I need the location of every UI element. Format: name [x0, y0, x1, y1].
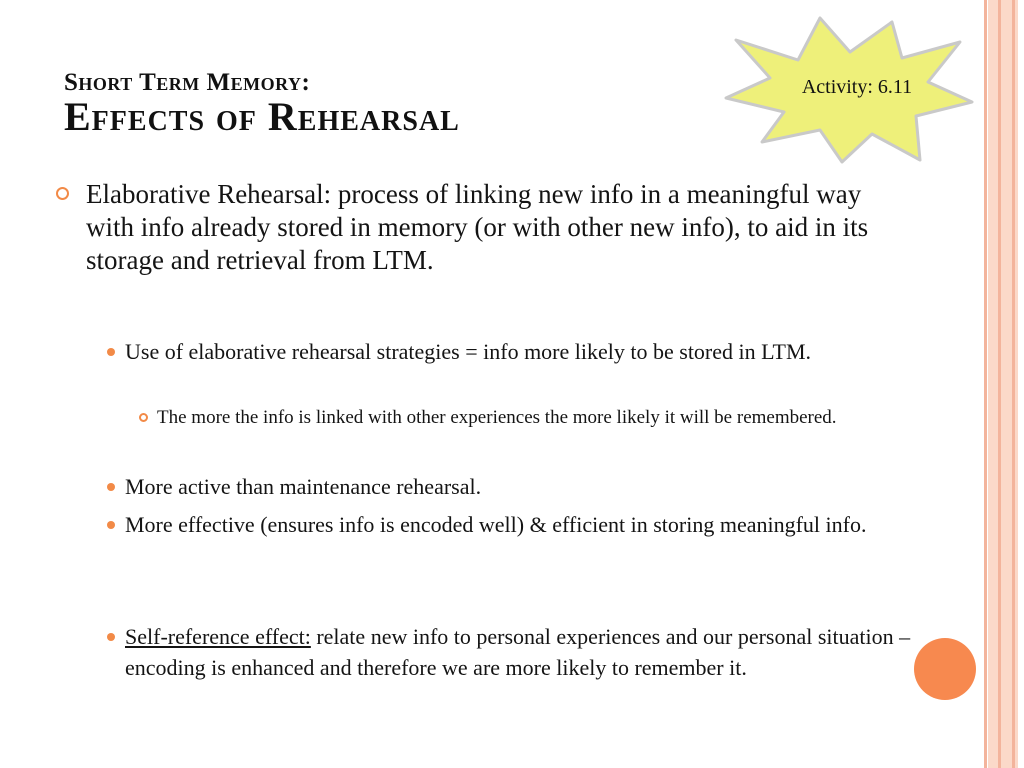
activity-badge-label: Activity: 6.11: [801, 76, 913, 98]
bullet-elaborative-rehearsal: Elaborative Rehearsal: process of linking new info in a meaningful way with info already stored in memory (or with other new info), to aid in its storage and retrieval from LTM.: [86, 179, 869, 275]
right-border-line: [1012, 0, 1015, 768]
self-reference-term: Self-reference effect:: [125, 624, 311, 649]
bullet-self-reference-effect: [125, 621, 915, 683]
bullet-dot-icon: [107, 348, 115, 356]
slide-title-line1: Short Term Memory:: [64, 69, 311, 96]
bullet-ring-small-icon: [139, 413, 148, 422]
right-border-line: [998, 0, 1001, 768]
bullet-more-active: More active than maintenance rehearsal.: [125, 474, 482, 499]
bullet-more-effective: More effective (ensures info is encoded well) & efficient in storing meaningful info.: [125, 512, 867, 537]
slide-title: [64, 70, 460, 138]
self-reference-description: relate new info to personal experiences and our personal situation – encoding is enhanced and therefore we are more likely to remember it.: [125, 624, 911, 680]
bullet-dot-icon: [107, 521, 115, 529]
bullet-dot-icon: [107, 483, 115, 491]
bullet-ring-icon: [56, 187, 69, 200]
bullet-elaborative-strategies: Use of elaborative rehearsal strategies = info more likely to be stored in LTM.: [125, 339, 812, 364]
bullet-linked-experiences: The more the info is linked with other experiences the more likely it will be remembered.: [157, 407, 837, 428]
bullet-dot-icon: [107, 633, 115, 641]
slide-title-line2: Effects of Rehearsal: [64, 94, 460, 140]
decorative-orange-circle: [914, 638, 976, 700]
right-border-line: [984, 0, 987, 768]
